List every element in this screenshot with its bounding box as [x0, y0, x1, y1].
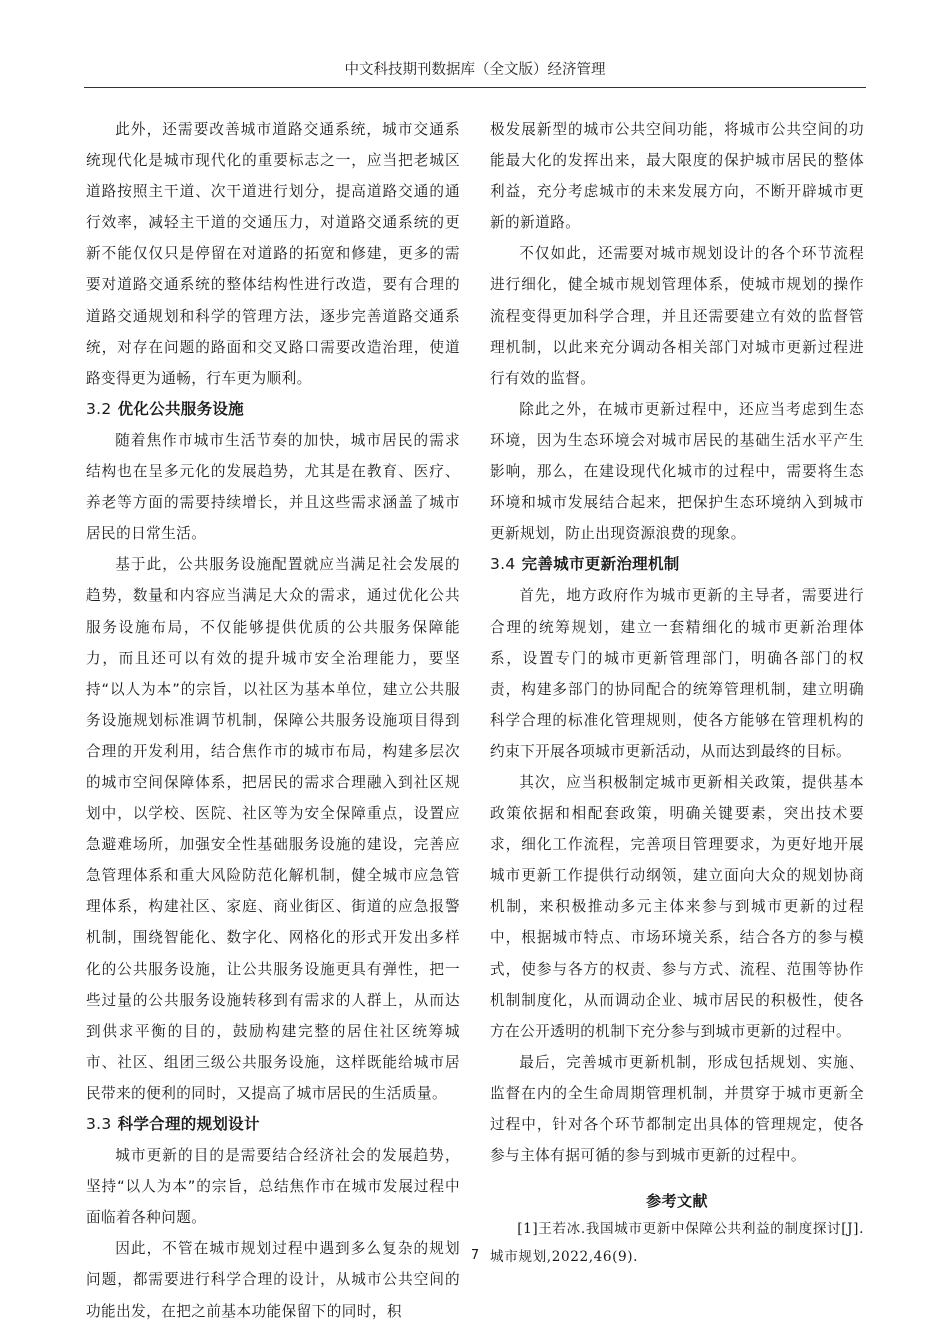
section-title: 优化公共服务设施 [117, 399, 244, 418]
section-heading-3-3 [86, 1109, 460, 1140]
paragraph-3-3-a: 城市更新的目的是需要结合经济社会的发展趋势，坚持“以人为本”的宗旨，总结焦作市在城市发展过程中面临着各种问题。 [86, 1147, 460, 1227]
paragraph-continuation: 极发展新型的城市公共空间功能，将城市公共空间的功能最大化的发挥出来，最大限度的保护城市居民的整体利益，充分考虑城市的未来发展方向，不断开辟城市更新的新道路。 [490, 121, 864, 232]
paragraph-3-2-b: 基于此，公共服务设施配置就应当满足社会发展的趋势，数量和内容应当满足大众的需求，通过优化公共服务设施布局，不仅能够提供优质的公共服务保障能力，而且还可以有效的提升城市安全治理能力，要坚持“以人为本”的宗旨，以社区为基本单位，建立公共服务设施规划标准调节机制，保障公共服务设施项目得到合理的开发利用，结合焦作市的城市布局，构建多层次的城市空间保障体系，把居民的需求合理融入到社区规划中，以学校、医院、社区等为安全保障重点，设置应急避难场所，加强安全性基础服务设施的建设，完善应急管理体系和重大风险防范化解机制，健全城市应急管理体系，构建社区、家庭、商业街区、街道的应急报警机制，围绕智能化、数字化、网格化的形式开发出多样化的公共服务设施，让公共服务设施更具有弹性，把一些过量的公共服务设施转移到有需求的人群上，从而达到供求平衡的目的，鼓励构建完整的居住社区统筹城市、社区、组团三级公共服务设施，这样既能给城市居民带来的便利的同时，又提高了城市居民的生活质量。 [86, 556, 460, 1102]
section-heading-3-2 [86, 394, 460, 425]
section-heading-3-4 [490, 549, 864, 580]
paragraph-3-4-a: 首先，地方政府作为城市更新的主导者，需要进行合理的统筹规划，建立一套精细化的城市更新治理体系，设置专门的城市更新管理部门，明确各部门的权责，构建多部门的协同配合的统筹管理机制，建立明确科学合理的标准化管理规则，使各方能够在管理机构的约束下开展各项城市更新活动，从而达到最终的目标。 [490, 587, 864, 760]
section-title: 科学合理的规划设计 [117, 1115, 260, 1133]
paragraph-3-4-c: 最后，完善城市更新机制，形成包括规划、实施、监督在内的全生命周期管理机制，并贯穿于城市更新全过程中，针对各个环节都制定出具体的管理规定，使各参与主体有据可循的参与到城市更新的过程中。 [490, 1053, 864, 1165]
right-column [490, 114, 864, 1271]
section-number: 3.2 [86, 399, 112, 418]
running-header: 中文科技期刊数据库（全文版）经济管理 [344, 62, 606, 78]
paragraph-3-3-c: 不仅如此，还需要对城市规划设计的各个环节流程进行细化，健全城市规划管理体系，使城市规划的操作流程变得更加科学合理，并且还需要建立有效的监督管理机制，以此来充分调动各相关部门对城市更新过程进行有效的监督。 [490, 245, 864, 387]
left-column [86, 114, 460, 1327]
header-rule [84, 87, 866, 88]
page-number: 7 [470, 1248, 480, 1263]
references-title: 参考文献 [646, 1192, 708, 1211]
paragraph-3-4-b: 其次，应当积极制定城市更新相关政策，提供基本政策依据和相配套政策，明确关键要素，突出技术要求，细化工作流程，完善项目管理要求，为更好地开展城市更新工作提供行动纲领，建立面向大众的规划协商机制，来积极推动多元主体来参与到城市更新的过程中，根据城市特点、市场环境关系，结合各方的参与模式，使参与各方的权责、参与方式、流程、范围等协作机制制度化，从而调动企业、城市居民的积极性，使各方在公开透明的机制下充分参与到城市更新的过程中。 [490, 773, 864, 1040]
paragraph-3-3-b: 因此，不管在城市规划过程中遇到多么复杂的规划问题，都需要进行科学合理的设计，从城市公共空间的功能出发，在把之前基本功能保留下的同时，积 [86, 1240, 460, 1320]
section-number: 3.4 [490, 555, 516, 574]
reference-item: [1]王若冰.我国城市更新中保障公共利益的制度探讨[J].城市规划,2022,46(9). [490, 1221, 865, 1266]
section-title: 完善城市更新治理机制 [521, 555, 680, 574]
paragraph-3-3-d: 除此之外，在城市更新过程中，还应当考虑到生态环境，因为生态环境会对城市居民的基础生活水平产生影响，那么，在建设现代化城市的过程中，需要将生态环境和城市发展结合起来，把保护生态环境纳入到城市更新规划，防止出现资源浪费的现象。 [490, 400, 864, 543]
paragraph-3-2-a: 随着焦作市城市生活节奏的加快，城市居民的需求结构也在呈多元化的发展趋势，尤其是在教育、医疗、养老等方面的需要持续增长，并且这些需求涵盖了城市居民的日常生活。 [86, 431, 460, 543]
paragraph-traffic: 此外，还需要改善城市道路交通系统，城市交通系统现代化是城市现代化的重要标志之一，应当把老城区道路按照主干道、次干道进行划分，提高道路交通的通行效率，减轻主干道的交通压力，对道路交通系统的更新不能仅仅只是停留在对道路的拓宽和修建，更多的需要对道路交通系统的整体结构性进行改造，要有合理的道路交通规划和科学的管理方法，逐步完善道路交通系统，对存在问题的路面和交叉路口需要改造治理，使道路变得更为通畅，行车更为顺利。 [86, 121, 460, 387]
section-number: 3.3 [86, 1115, 112, 1133]
